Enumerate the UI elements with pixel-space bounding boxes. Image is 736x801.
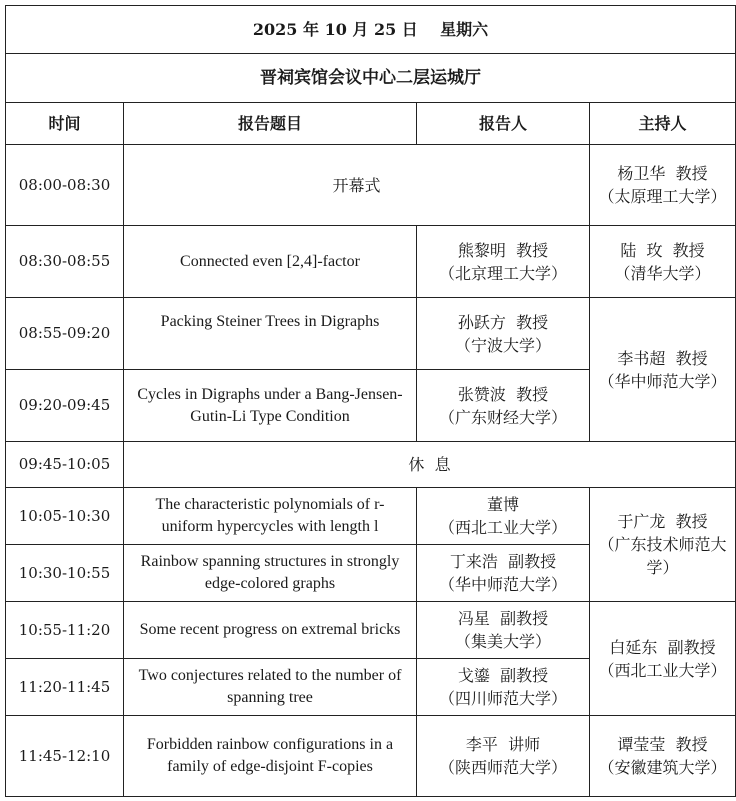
speaker-cell: [417, 545, 590, 602]
table-row: [6, 145, 736, 226]
host-cell: [590, 226, 736, 298]
time-cell: 10:55-11:20: [6, 602, 124, 659]
speaker-affiliation: （广东财经大学）: [438, 407, 567, 427]
speaker-name: 李平 讲师: [465, 735, 541, 754]
column-header-speaker: 报告人: [417, 103, 590, 145]
speaker-name: 冯星 副教授: [457, 609, 549, 628]
speaker-cell: [417, 488, 590, 545]
table-row: [6, 226, 736, 298]
time-cell: 09:20-09:45: [6, 370, 124, 442]
time-cell: 10:30-10:55: [6, 545, 124, 602]
column-header-time: 时间: [6, 103, 124, 145]
talk-title: Packing Steiner Trees in Digraphs: [124, 298, 417, 370]
talk-title: Connected even [2,4]-factor: [124, 226, 417, 298]
column-header-row: [6, 103, 736, 145]
host-cell: [590, 488, 736, 602]
speaker-name: 熊黎明 教授: [457, 240, 549, 260]
speaker-name: 董博: [486, 495, 519, 514]
host-name: 白延东 副教授: [609, 637, 716, 657]
date-row: [6, 6, 736, 54]
speaker-name: 孙跃方 教授: [457, 312, 549, 332]
host-cell: [590, 716, 736, 797]
time-cell: 08:30-08:55: [6, 226, 124, 298]
table-row: [6, 602, 736, 659]
speaker-affiliation: （华中师范大学）: [438, 575, 567, 594]
venue-row: [6, 54, 736, 103]
column-header-host: 主持人: [590, 103, 736, 145]
host-affiliation: （太原理工大学）: [598, 187, 727, 206]
host-name: 谭莹莹 教授: [617, 735, 708, 754]
talk-title: Two conjectures related to the number of spanning tree: [124, 659, 417, 716]
date-heading: 2025 年 10 月 25 日 星期六: [6, 6, 736, 54]
speaker-cell: [417, 298, 590, 370]
time-cell: 09:45-10:05: [6, 442, 124, 488]
speaker-affiliation: （宁波大学）: [454, 335, 551, 355]
speaker-affiliation: （四川师范大学）: [438, 689, 567, 708]
talk-title: Cycles in Digraphs under a Bang-Jensen-Gutin-Li Type Condition: [124, 370, 417, 442]
host-name: 于广龙 教授: [617, 512, 708, 531]
host-cell: [590, 298, 736, 442]
host-affiliation: （广东技术师范大学）: [598, 535, 727, 577]
host-name: 李书超 教授: [617, 348, 708, 368]
schedule-table: [5, 5, 736, 797]
speaker-name: 丁来浩 副教授: [449, 552, 557, 571]
speaker-cell: [417, 370, 590, 442]
host-cell: [590, 145, 736, 226]
speaker-affiliation: （陕西师范大学）: [438, 758, 567, 777]
talk-title: Forbidden rainbow configurations in a family of edge-disjoint F-copies: [124, 716, 417, 797]
time-cell: 08:55-09:20: [6, 298, 124, 370]
time-cell: 11:20-11:45: [6, 659, 124, 716]
speaker-cell: [417, 659, 590, 716]
talk-title: The characteristic polynomials of r-uniform hypercycles with length l: [124, 488, 417, 545]
speaker-affiliation: （西北工业大学）: [438, 518, 567, 537]
time-cell: 11:45-12:10: [6, 716, 124, 797]
speaker-cell: [417, 716, 590, 797]
speaker-name: 戈鎏 副教授: [457, 666, 549, 685]
break-cell: 休 息: [124, 442, 736, 488]
table-row: [6, 298, 736, 370]
speaker-cell: [417, 602, 590, 659]
host-affiliation: （西北工业大学）: [598, 660, 727, 680]
speaker-affiliation: （北京理工大学）: [438, 263, 567, 283]
table-row: [6, 716, 736, 797]
host-affiliation: （清华大学）: [614, 263, 711, 283]
time-cell: 10:05-10:30: [6, 488, 124, 545]
speaker-cell: [417, 226, 590, 298]
venue-heading: 晋祠宾馆会议中心二层运城厅: [6, 54, 736, 103]
opening-ceremony: 开幕式: [124, 145, 590, 226]
host-affiliation: （安徽建筑大学）: [598, 758, 727, 777]
talk-title: Some recent progress on extremal bricks: [124, 602, 417, 659]
host-cell: [590, 602, 736, 716]
time-cell: 08:00-08:30: [6, 145, 124, 226]
table-row: [6, 442, 736, 488]
host-name: 杨卫华 教授: [617, 164, 708, 183]
host-name: 陆 玫 教授: [620, 240, 705, 260]
speaker-name: 张赞波 教授: [457, 384, 549, 404]
talk-title: Rainbow spanning structures in strongly edge-colored graphs: [124, 545, 417, 602]
column-header-title: 报告题目: [124, 103, 417, 145]
host-affiliation: （华中师范大学）: [598, 371, 727, 391]
speaker-affiliation: （集美大学）: [454, 632, 551, 651]
table-row: [6, 488, 736, 545]
